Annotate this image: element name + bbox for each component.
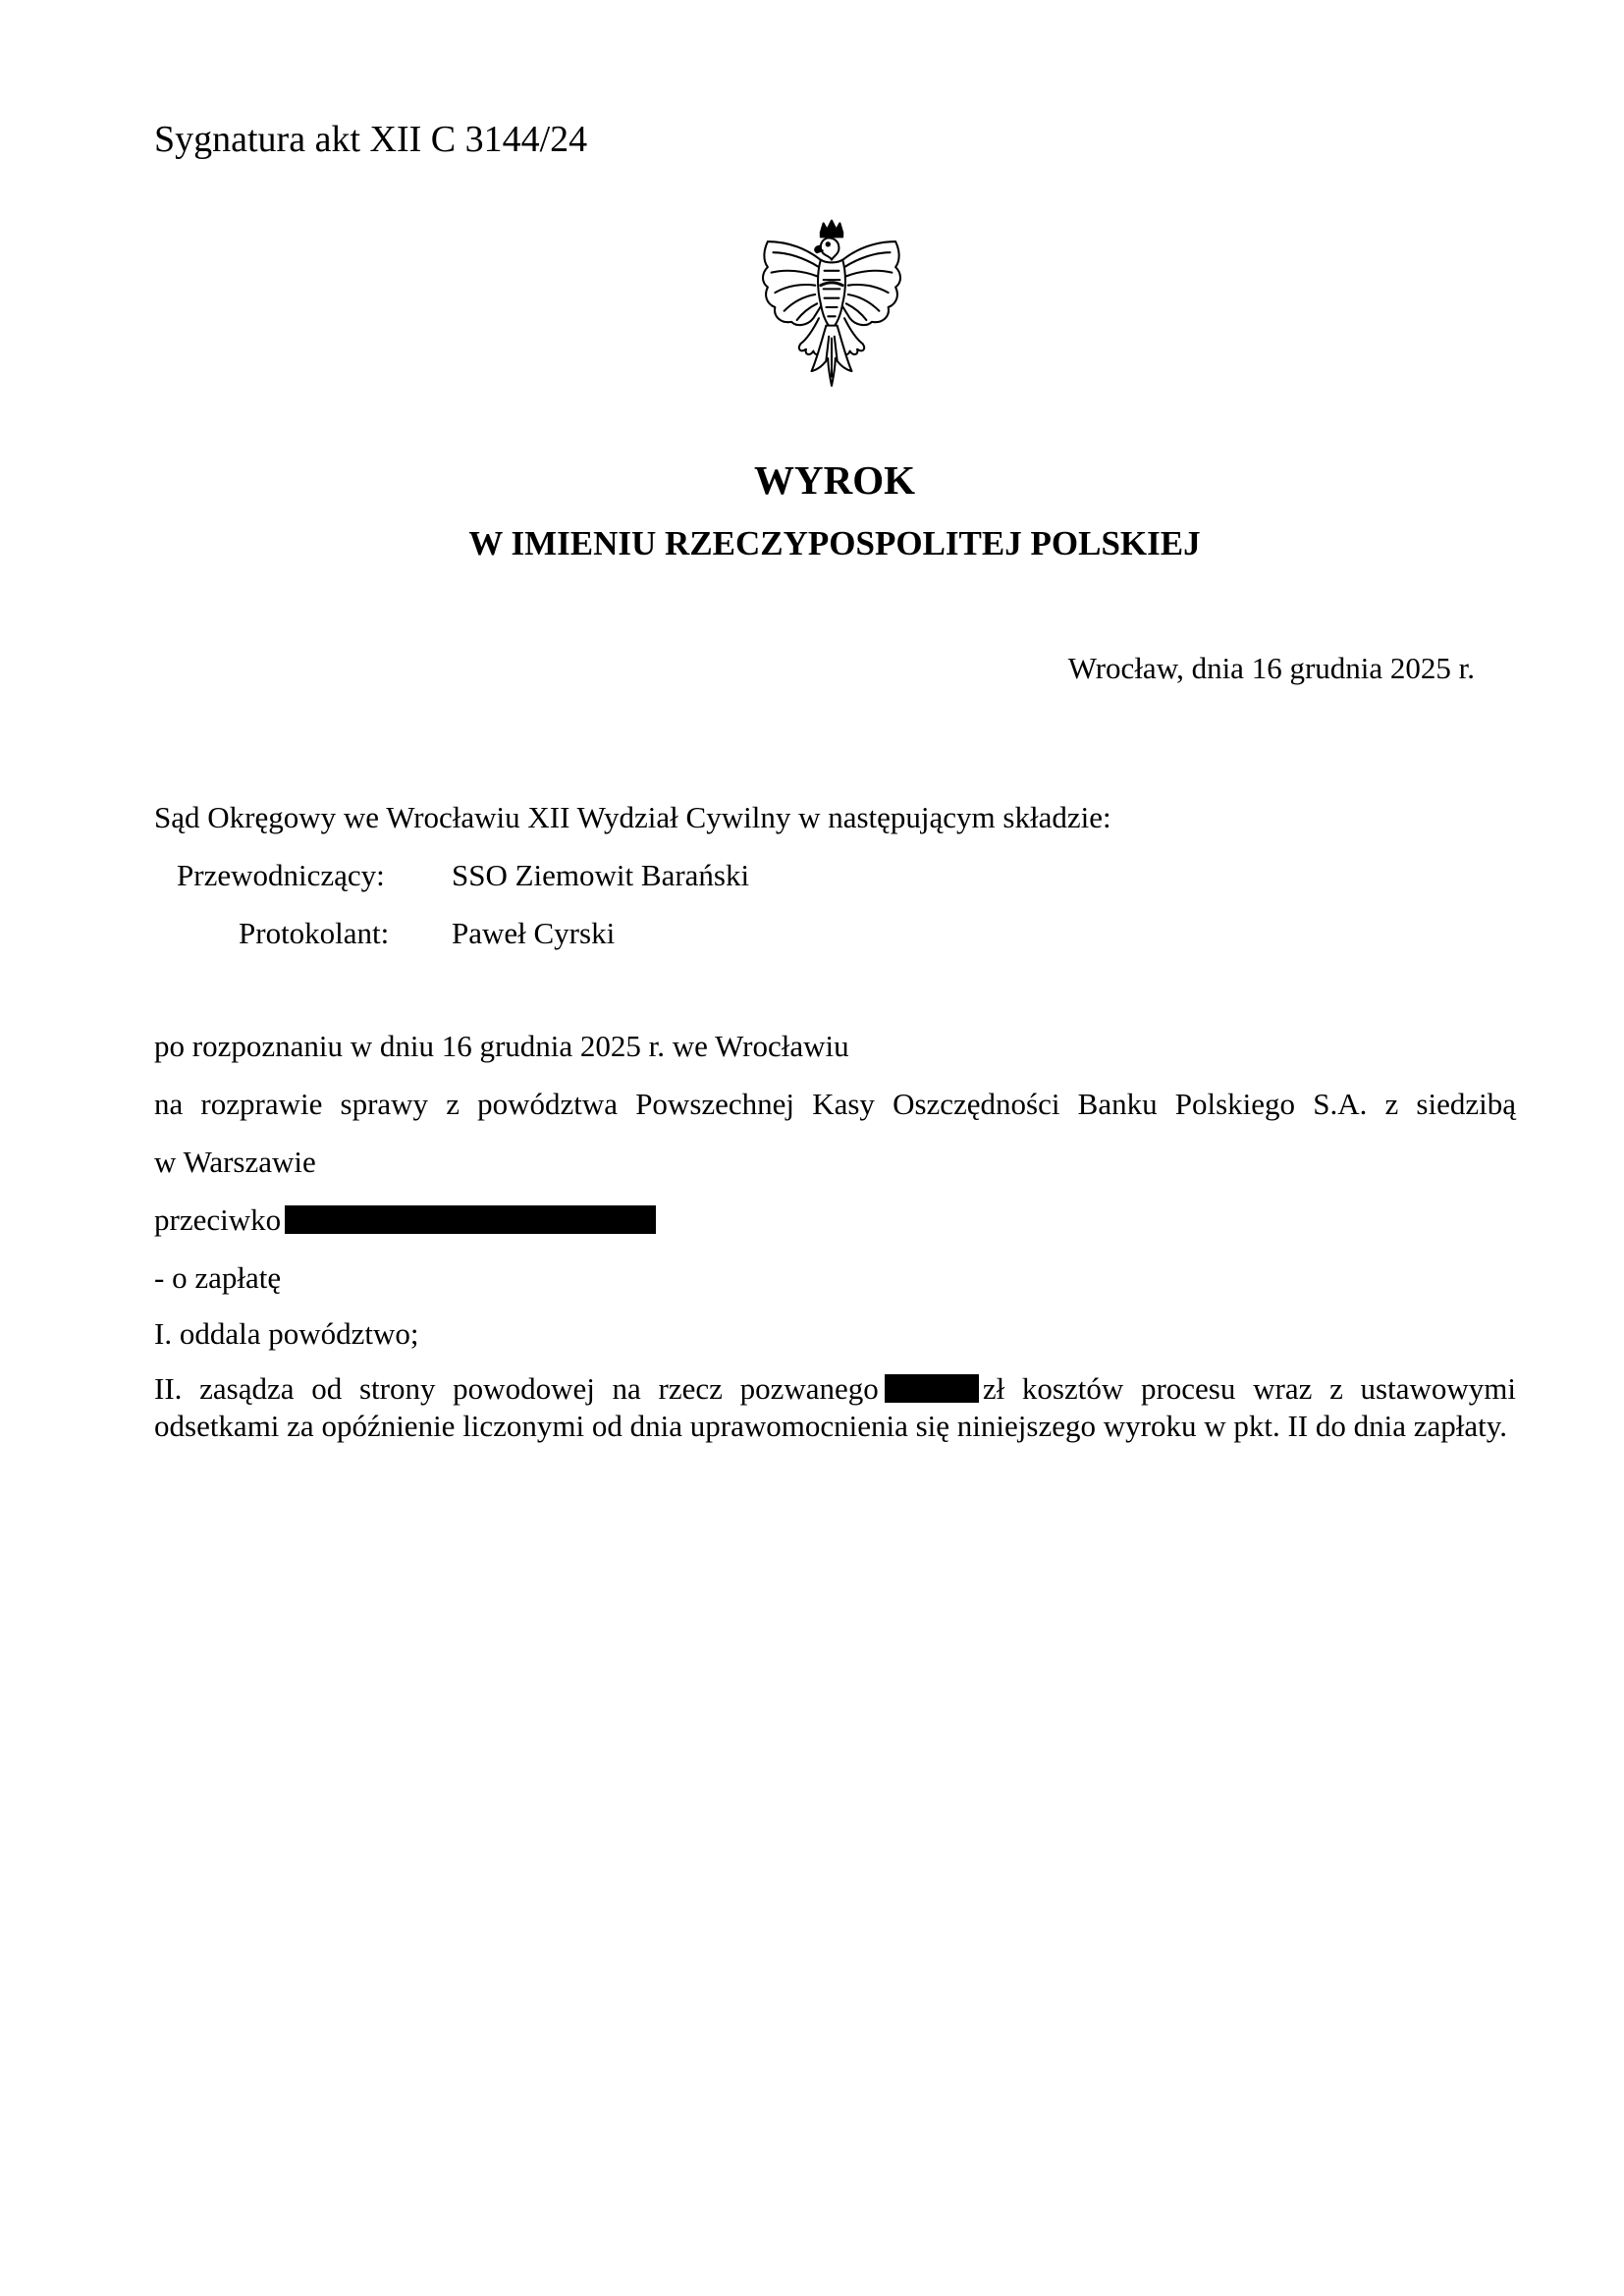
place-and-date: Wrocław, dnia 16 grudnia 2025 r. [1067, 651, 1475, 685]
hearing-line: po rozpoznaniu w dniu 16 grudnia 2025 r. we Wrocławiu [154, 1029, 849, 1063]
clerk-name: Paweł Cyrski [452, 916, 616, 950]
document-subtitle: W IMIENIU RZECZYPOSPOLITEJ POLSKIEJ [468, 524, 1201, 562]
document-title: WYROK [754, 457, 915, 503]
claim-line: na rozprawie sprawy z powództwa Powszechnej Kasy Oszczędności Banku Polskiego S.A. z siedzibą [154, 1087, 1516, 1121]
against-label: przeciwko [154, 1202, 282, 1237]
court-composition-intro: Sąd Okręgowy we Wrocławiu XII Wydział Cywilny w następującym składzie: [154, 800, 1111, 834]
defendant-line [154, 1202, 656, 1238]
clerk-label: Protokolant: [239, 916, 390, 950]
claim-city-line: w Warszawie [154, 1145, 316, 1179]
case-subject: - o zapłatę [154, 1260, 282, 1295]
defendant-redaction [285, 1205, 656, 1234]
case-signature: Sygnatura akt XII C 3144/24 [154, 119, 588, 160]
chair-label: Przewodniczący: [177, 858, 385, 892]
amount-redaction [885, 1374, 979, 1403]
ruling-point-two-end: zł kosztów procesu wraz z ustawowymi odsetkami za opóźnienie liczonymi od dnia uprawomocnienia się niniejszego wyroku w pkt. II do dnia zapłaty. [154, 1371, 1516, 1443]
polish-eagle-emblem-icon [740, 214, 923, 400]
ruling-point-two [154, 1370, 1516, 1445]
ruling-point-two-start: II. zasądza od strony powodowej na rzecz pozwanego [154, 1371, 879, 1406]
chair-name: SSO Ziemowit Barański [452, 858, 750, 892]
ruling-point-one: I. oddala powództwo; [154, 1316, 419, 1351]
